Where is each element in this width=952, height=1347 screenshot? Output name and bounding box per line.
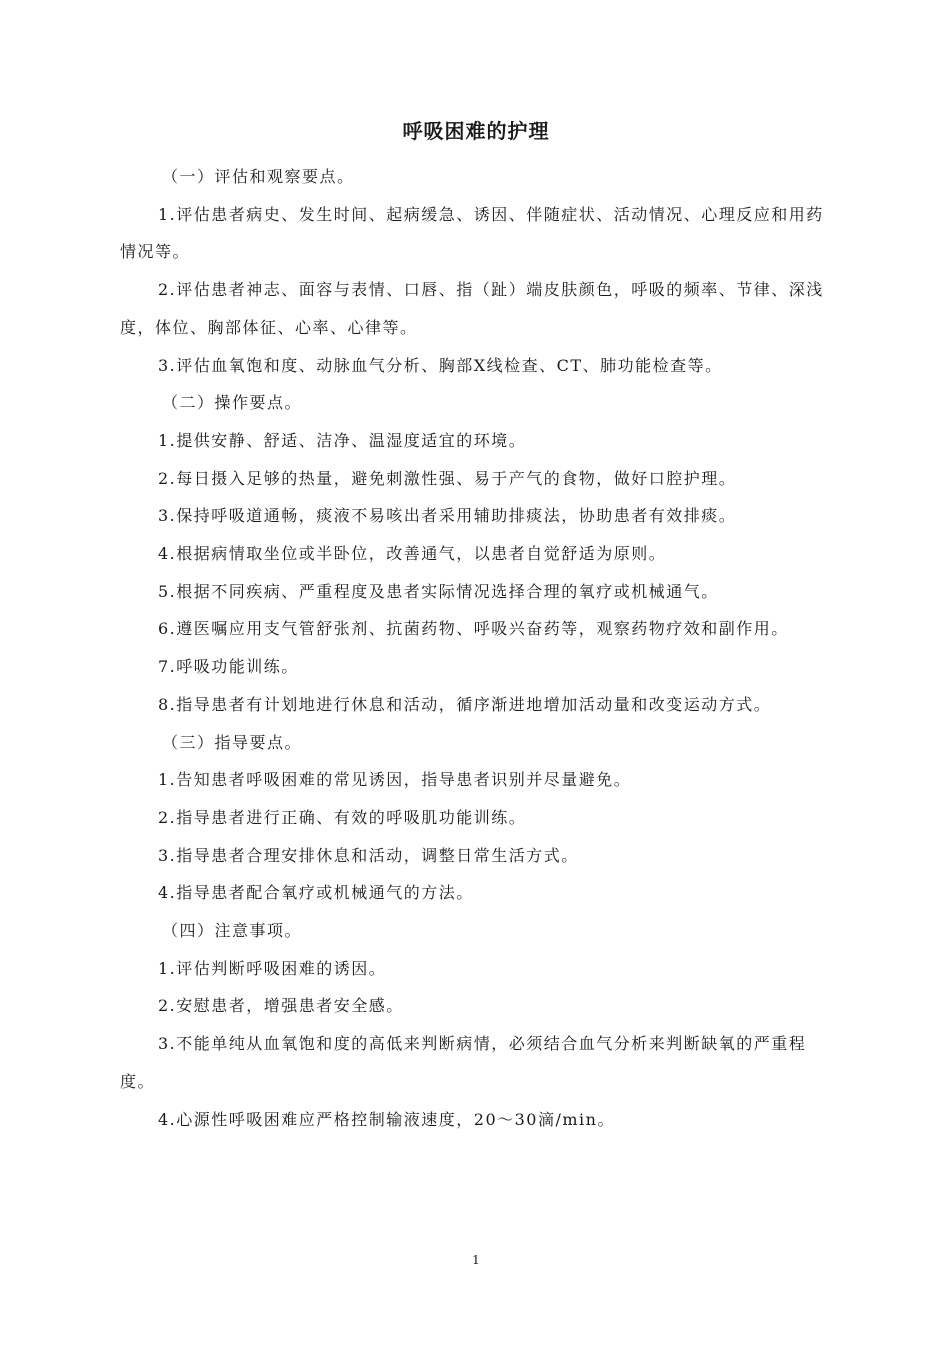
section-heading: （一）评估和观察要点。 <box>162 167 355 186</box>
page-number: 1 <box>472 1253 480 1267</box>
paragraph: 3.指导患者合理安排休息和活动，调整日常生活方式。 <box>158 845 579 865</box>
paragraph: 4.指导患者配合氧疗或机械通气的方法。 <box>158 883 474 903</box>
paragraph: 1.告知患者呼吸困难的常见诱因，指导患者识别并尽量避免。 <box>158 770 632 790</box>
paragraph: 3.不能单纯从血氧饱和度的高低来判断病情，必须结合血气分析来判断缺氧的严重程度。 <box>120 1034 807 1091</box>
paragraph: 3.评估血氧饱和度、动脉血气分析、胸部X线检查、CT、肺功能检查等。 <box>158 355 723 375</box>
paragraph: 8.指导患者有计划地进行休息和活动，循序渐进地增加活动量和改变运动方式。 <box>158 694 772 714</box>
paragraph: 1.提供安静、舒适、洁净、温湿度适宜的环境。 <box>158 430 527 450</box>
section-heading: （二）操作要点。 <box>162 393 303 413</box>
paragraph: 1.评估判断呼吸困难的诱因。 <box>158 958 387 978</box>
paragraph: 7.呼吸功能训练。 <box>158 657 299 677</box>
paragraph: 4.根据病情取坐位或半卧位，改善通气，以患者自觉舒适为原则。 <box>158 544 667 564</box>
paragraph: 5.根据不同疾病、严重程度及患者实际情况选择合理的氧疗或机械通气。 <box>158 581 719 601</box>
section-heading: （四）注意事项。 <box>162 921 303 941</box>
page-title: 呼吸困难的护理 <box>402 119 550 143</box>
paragraph: 1.评估患者病史、发生时间、起病缓急、诱因、伴随症状、活动情况、心理反应和用药情况等。 <box>120 204 824 262</box>
paragraph: 6.遵医嘱应用支气管舒张剂、抗菌药物、呼吸兴奋药等，观察药物疗效和副作用。 <box>158 619 789 639</box>
paragraph: 2.安慰患者，增强患者安全感。 <box>158 996 404 1016</box>
section-heading: （三）指导要点。 <box>162 732 303 752</box>
paragraph: 2.每日摄入足够的热量，避免刺激性强、易于产气的食物，做好口腔护理。 <box>158 468 737 488</box>
paragraph: 2.指导患者进行正确、有效的呼吸肌功能训练。 <box>158 807 527 827</box>
paragraph: 3.保持呼吸道通畅，痰液不易咳出者采用辅助排痰法，协助患者有效排痰。 <box>158 506 737 526</box>
document-body <box>120 158 840 1138</box>
paragraph: 2.评估患者神志、面容与表情、口唇、指（趾）端皮肤颜色，呼吸的频率、节律、深浅度，体位、胸部体征、心率、心律等。 <box>120 280 824 337</box>
paragraph: 4.心源性呼吸困难应严格控制输液速度，20～30滴/min。 <box>158 1109 615 1129</box>
